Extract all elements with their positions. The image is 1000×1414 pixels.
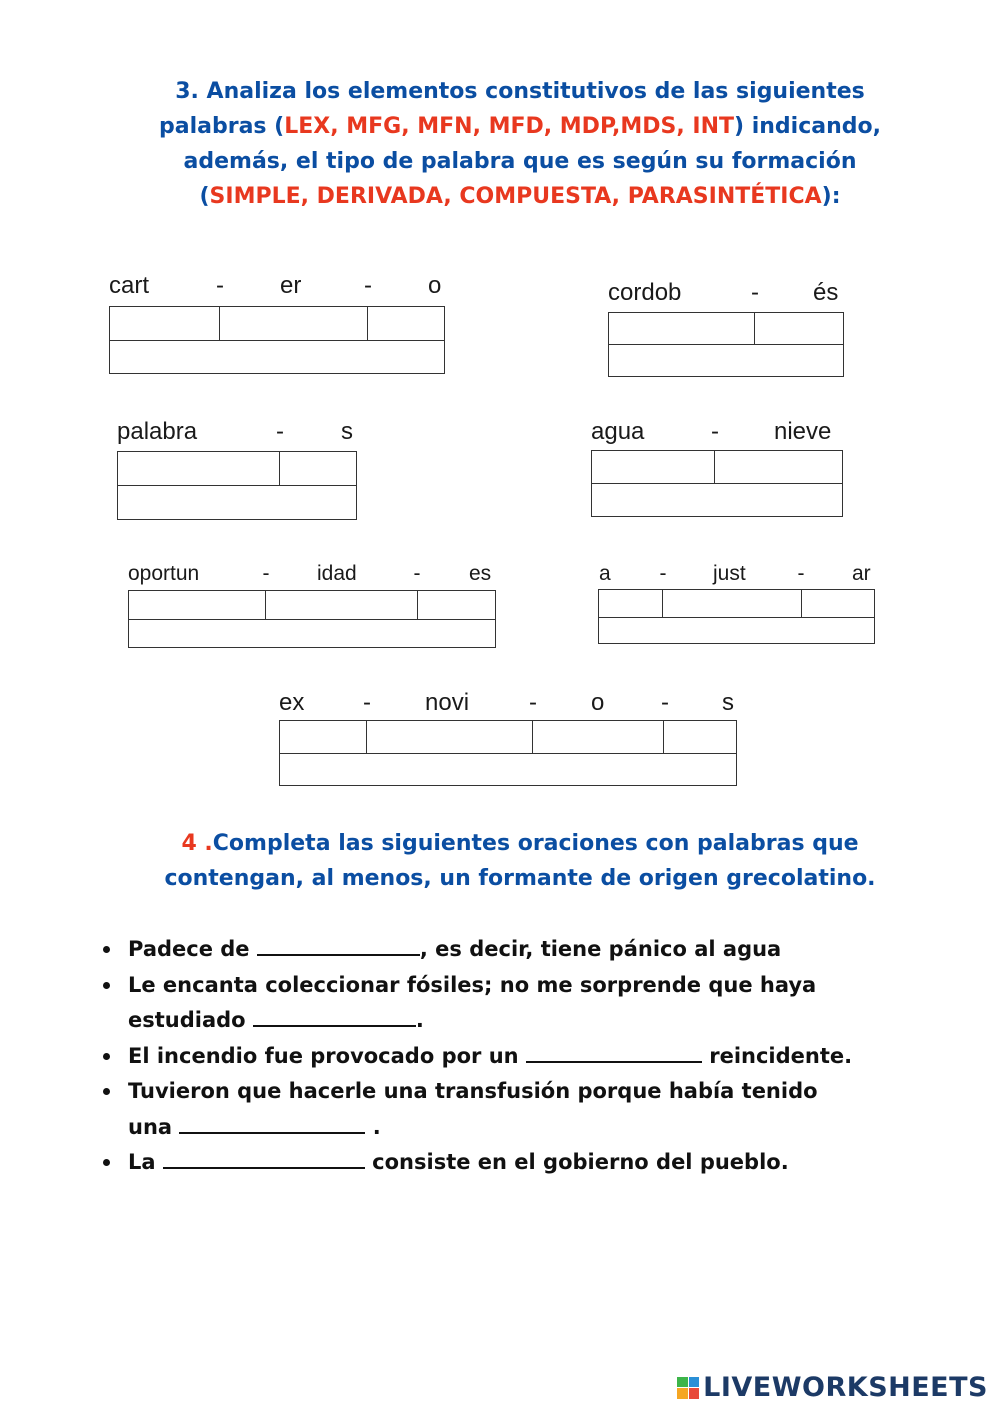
morpheme-type-input[interactable] [755, 313, 845, 345]
word-oportunidades [128, 562, 496, 592]
morpheme-type-input[interactable] [280, 452, 358, 486]
hyphen: - [797, 562, 805, 585]
answer-blank[interactable] [526, 1039, 702, 1063]
morpheme-type-input[interactable] [715, 451, 844, 484]
q3-line-2-pre: palabras ( [158, 114, 285, 139]
hyphen: - [216, 272, 224, 299]
sentence-text: La [128, 1150, 163, 1174]
hyphen: - [661, 689, 669, 716]
morpheme: és [813, 279, 839, 306]
morpheme-types: LEX, MFG, MFN, MFD, MDP,MDS, INT [284, 114, 735, 139]
word-parts [608, 279, 844, 309]
morpheme: cordob [608, 279, 682, 306]
sentence-text: El incendio fue provocado por un [128, 1043, 526, 1068]
q4-line-1-text: Completa las siguientes oraciones con palabras que [212, 831, 859, 856]
hyphen: - [711, 418, 719, 445]
morpheme-type-input[interactable] [418, 591, 497, 620]
morpheme-type-input[interactable] [664, 721, 738, 754]
question-3-heading [100, 74, 940, 214]
morpheme: idad [317, 562, 357, 585]
morpheme: s [722, 689, 734, 716]
word-ajustar [598, 562, 875, 592]
word-type-input[interactable] [592, 484, 844, 517]
word-exnovios [279, 689, 737, 719]
q3-line-4-pre: ( [199, 184, 210, 209]
morpheme-type-input[interactable] [663, 590, 804, 618]
sentence-text: Le encanta coleccionar fósiles; no me sorprende que haya [128, 972, 817, 997]
word-type-input[interactable] [599, 618, 876, 644]
morpheme: palabra [117, 418, 198, 445]
word-parts [128, 562, 496, 592]
list-item [100, 932, 930, 968]
sentence-text: estudiado [128, 1008, 253, 1032]
list-item [100, 1145, 930, 1181]
liveworksheets-logo [677, 1372, 988, 1403]
word-type-input[interactable] [110, 341, 446, 374]
list-item [100, 1074, 930, 1145]
word-type-input[interactable] [118, 486, 358, 520]
morpheme-type-input[interactable] [110, 307, 223, 341]
hyphen: - [364, 272, 372, 299]
q4-line-1 [100, 826, 940, 861]
answer-blank[interactable] [179, 1110, 365, 1134]
morpheme: cart [109, 272, 150, 299]
hyphen: - [262, 562, 270, 585]
word-cartero [109, 272, 445, 302]
morpheme: oportun [128, 562, 200, 585]
q4-number: 4 . [181, 831, 213, 856]
sentence-text: . [415, 1008, 424, 1032]
logo-mark-icon [677, 1377, 699, 1399]
sentence-text: una [128, 1114, 180, 1139]
morpheme-type-input[interactable] [533, 721, 666, 754]
word-type-input[interactable] [280, 754, 738, 786]
word-parts [598, 562, 875, 592]
word-parts [117, 418, 357, 448]
answer-blank[interactable] [163, 1145, 365, 1169]
morpheme: ex [279, 689, 305, 716]
sentence-text: Padece de [128, 937, 257, 961]
morpheme-type-input[interactable] [802, 590, 876, 618]
morpheme: o [428, 272, 442, 299]
morpheme-type-input[interactable] [599, 590, 665, 618]
word-parts [109, 272, 445, 302]
sentence-text: , es decir, tiene pánico al agua [419, 937, 782, 961]
morpheme: nieve [774, 418, 832, 445]
word-type-input[interactable] [609, 345, 845, 377]
word-aguanieve [591, 418, 843, 448]
question-4-heading [100, 826, 940, 896]
word-type-input[interactable] [129, 620, 497, 648]
sentence-text: consiste en el gobierno del pueblo. [364, 1150, 789, 1174]
q3-line-4 [100, 179, 940, 214]
sentence-list [100, 932, 930, 1181]
sentence-text: . [365, 1114, 381, 1139]
morpheme: agua [591, 418, 645, 445]
logo-text: LIVEWORKSHEETS [703, 1372, 988, 1403]
answer-blank[interactable] [253, 1003, 416, 1027]
morpheme-type-input[interactable] [592, 451, 717, 484]
morpheme-type-input[interactable] [266, 591, 420, 620]
hyphen: - [529, 689, 537, 716]
hyphen: - [751, 279, 759, 306]
morpheme-type-input[interactable] [220, 307, 370, 341]
morpheme-type-input[interactable] [118, 452, 282, 486]
sentence-text: Tuvieron que hacerle una transfusión porque había tenido [128, 1079, 818, 1103]
q3-line-3: además, el tipo de palabra que es según su formación [183, 149, 857, 174]
list-item [100, 968, 930, 1039]
sentence-text: reincidente. [701, 1043, 853, 1068]
hyphen: - [363, 689, 371, 716]
morpheme-type-input[interactable] [280, 721, 369, 754]
q3-line-2-post: ) indicando, [734, 114, 881, 139]
hyphen: - [413, 562, 421, 585]
morpheme: just [713, 562, 746, 585]
word-cordobes [608, 279, 844, 309]
morpheme: o [591, 689, 605, 716]
q3-line-2 [100, 109, 940, 144]
list-item [100, 1039, 930, 1075]
morpheme-type-input[interactable] [129, 591, 268, 620]
morpheme: s [341, 418, 353, 445]
q3-line-1: 3. Analiza los elementos constitutivos de las siguientes [175, 79, 865, 104]
word-formation-types: SIMPLE, DERIVADA, COMPUESTA, PARASINTÉTICA [209, 184, 822, 209]
morpheme: er [280, 272, 302, 299]
word-palabras [117, 418, 357, 448]
hyphen: - [276, 418, 284, 445]
word-parts [279, 689, 737, 719]
q3-line-4-post: ): [821, 184, 841, 209]
morpheme-type-input[interactable] [609, 313, 757, 345]
q4-line-2: contengan, al menos, un formante de origen grecolatino. [164, 866, 876, 891]
morpheme: es [469, 562, 492, 585]
morpheme-type-input[interactable] [368, 307, 447, 341]
morpheme: ar [852, 562, 871, 585]
word-parts [591, 418, 843, 448]
hyphen: - [659, 562, 667, 585]
morpheme: novi [425, 689, 470, 716]
answer-blank[interactable] [257, 932, 420, 956]
morpheme-type-input[interactable] [367, 721, 535, 754]
morpheme: a [599, 562, 611, 585]
